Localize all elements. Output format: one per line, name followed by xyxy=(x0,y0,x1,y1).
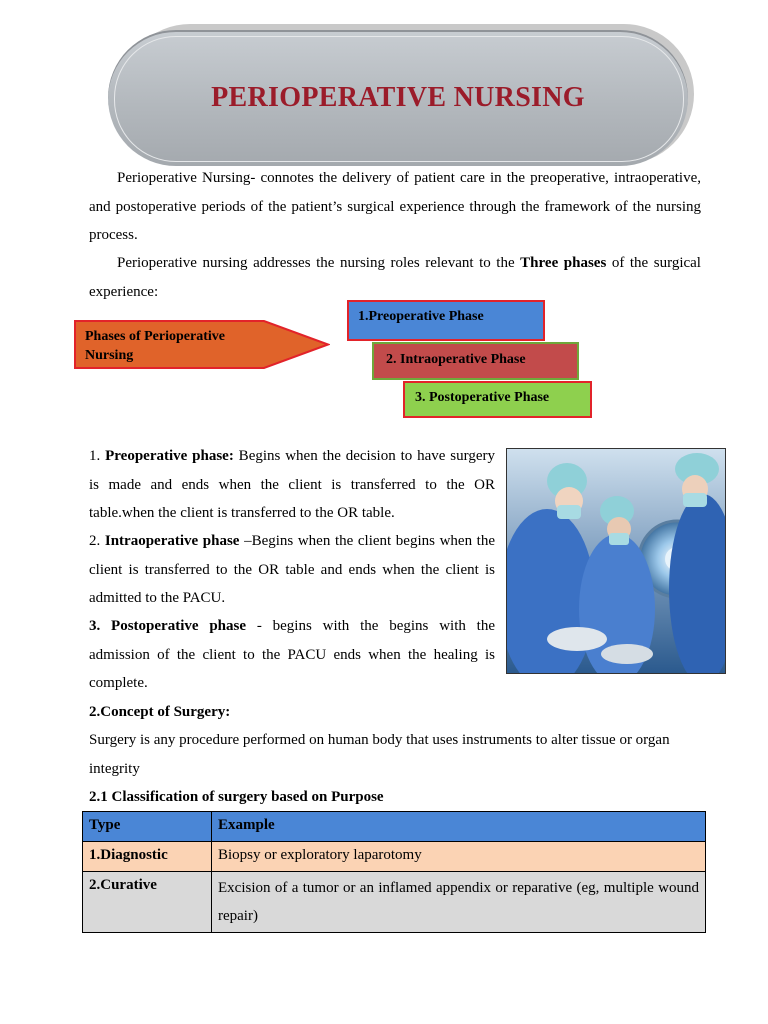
table-cell-type: 1.Diagnostic xyxy=(83,842,212,872)
intro-paragraph-2: Perioperative nursing addresses the nursing roles relevant to the Three phases of the surgical experience: xyxy=(89,255,701,300)
classification-table xyxy=(82,811,706,933)
table-header-example: Example xyxy=(212,812,706,842)
table-cell-example: Biopsy or exploratory laparotomy xyxy=(212,842,706,872)
phase-box-postoperative: 3. Postoperative Phase xyxy=(403,381,592,418)
phase-description-3: 3. Postoperative phase - begins with the begins with the admission of the client to the PACU ends when the healing is complete. xyxy=(89,618,496,691)
phase-box-intraoperative: 2. Intraoperative Phase xyxy=(372,342,579,380)
table-row xyxy=(83,872,706,933)
classification-heading: 2.1 Classification of surgery based on Purpose xyxy=(89,789,384,805)
table-cell-example: Excision of a tumor or an inflamed appendix or reparative (eg, multiple wound repair) xyxy=(212,872,706,933)
table-header-row xyxy=(83,812,706,842)
page-title: PERIOPERATIVE NURSING xyxy=(211,82,585,113)
phases-arrow-label: Phases of Perioperative Nursing xyxy=(85,329,225,363)
intro-paragraph-1: Perioperative Nursing- connotes the delivery of patient care in the preoperative, intraoperative, and postoperative periods of the patient’s surgical experience through the framework of the nursing process. xyxy=(89,170,701,243)
concept-text: Surgery is any procedure performed on human body that uses instruments to alter tissue or organ integrity xyxy=(89,732,670,777)
surgeons-operating-image xyxy=(506,448,726,674)
phase-box-preoperative: 1.Preoperative Phase xyxy=(347,300,545,341)
table-row xyxy=(83,842,706,872)
phase-description-2: 2. Intraoperative phase –Begins when the client begins when the client is transferred to the OR table and ends when the client is admitted to the PACU. xyxy=(89,533,496,606)
table-header-type: Type xyxy=(83,812,212,842)
phase-description-1: 1. Preoperative phase: Begins when the decision to have surgery is made and ends when the client is transferred to the OR table.when the client is transferred to the OR table. xyxy=(89,448,495,521)
concept-heading: 2.Concept of Surgery: xyxy=(89,704,231,720)
table-cell-type: 2.Curative xyxy=(83,872,212,933)
